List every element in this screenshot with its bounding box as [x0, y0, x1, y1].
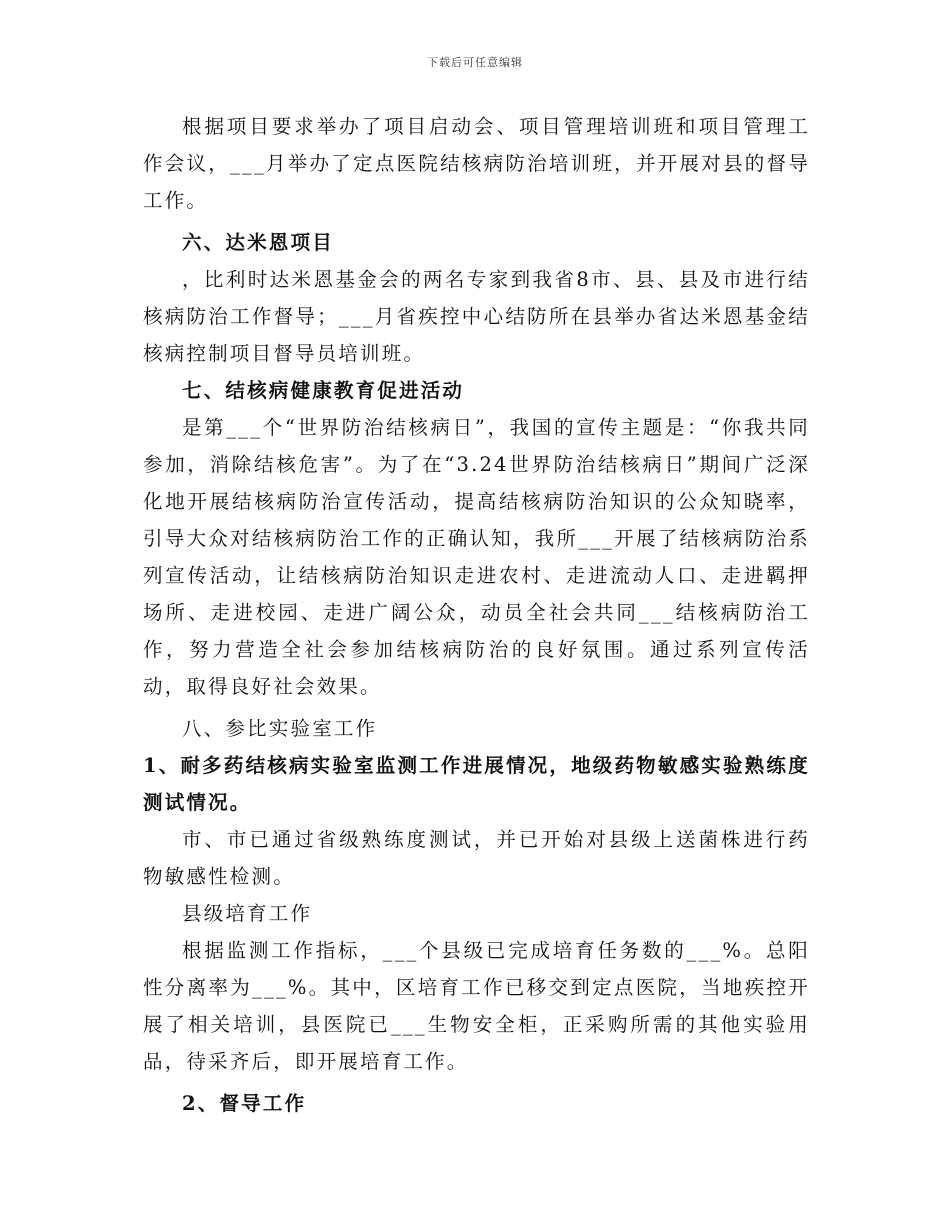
paragraph-culture-progress: 根据监测工作指标，___个县级已完成培育任务数的___%。总阳性分离率为___%。其中，区培育工作已移交到定点医院，当地疾控开展了相关培训，县医院已___生物安全柜，正采购所需的其他实验用品，待采齐后，即开展培育工作。: [143, 939, 810, 1073]
section-heading-reference-lab: 八、参比实验室工作: [182, 717, 378, 740]
subheading-supervision-work: 2、督导工作: [182, 1092, 307, 1115]
paragraph-tb-day-campaign: 是第___个“世界防治结核病日”，我国的宣传主题是：“你我共同参加，消除结核危害”。为了在“3.24世界防治结核病日”期间广泛深化地开展结核病防治宣传活动，提高结核病防治知识的公众知晓率，引导大众对结核病防治工作的正确认知，我所___开展了结核病防治系列宣传活动，让结核病防治知识走进农村、走进流动人口、走进羁押场所、走进校园、走进广阔公众，动员全社会共同___结核病防治工作，努力营造全社会参加结核病防治的良好氛围。通过系列宣传活动，取得良好社会效果。: [143, 416, 810, 698]
section-heading-damien-project: 六、达米恩项目: [182, 231, 334, 254]
paragraph-proficiency-test: 市、市已通过省级熟练度测试，并已开始对县级上送菌株进行药物敏感性检测。: [143, 828, 810, 888]
subheading-county-culture: 县级培育工作: [182, 902, 313, 925]
page-header-note: 下载后可任意编辑: [427, 56, 523, 69]
paragraph-damien-supervision: ，比利时达米恩基金会的两名专家到我省8市、县、县及市进行结核病防治工作督导；___月省疾控中心结防所在县举办省达米恩基金结核病控制项目督导员培训班。: [143, 268, 810, 365]
subheading-mdr-tb-lab: 1、耐多药结核病实验室监测工作进展情况，地级药物敏感实验熟练度测试情况。: [143, 754, 810, 814]
document-body: [143, 108, 810, 1122]
paragraph-project-meetings: 根据项目要求举办了项目启动会、项目管理培训班和项目管理工作会议，___月举办了定点医院结核病防治培训班，并开展对县的督导工作。: [143, 115, 810, 212]
section-heading-health-education: 七、结核病健康教育促进活动: [182, 379, 465, 402]
